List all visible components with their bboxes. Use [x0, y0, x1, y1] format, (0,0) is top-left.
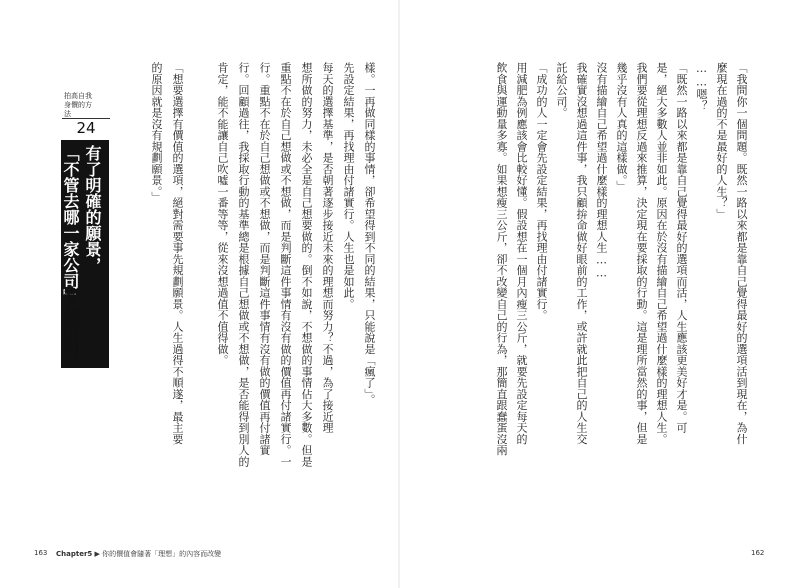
body-column: 想所做的努力，未必全是自己想要做的。倒不如說，不想做的事情佔大多數。但是	[300, 62, 313, 467]
body-column: 我確實沒想過這件事，我只顧拚命做好眼前的工作，或許就此把自己的人生交	[575, 62, 588, 445]
headline-line-3: 都無所謂。	[61, 288, 80, 368]
body-column: 用減肥為例應該會比較好懂。假設想在一個月內瘦三公斤，就要先設定每天的	[515, 62, 528, 445]
body-column: 「成功的人一定會先設定結果，再找理由付諸實行。	[535, 62, 548, 321]
body-column: 行。回顧過往，我採取行動的基準總是根據自己想做或不想做，是否能得到別人的	[237, 62, 250, 467]
body-column: 「想要選擇有價值的選項，絕對需要事先規劃願景。人生過得不順遂，最主要	[171, 62, 184, 445]
body-column: 是，絕大多數人並非如此。原因在於沒有描繪自己希望過什麼樣的理想人生。	[655, 62, 668, 445]
series-number: 24	[62, 118, 110, 137]
body-column: 每天的選擇基準，是否朝著逐步接近未來的理想而努力？不過，為了接近理	[321, 62, 334, 434]
page-number: 163	[34, 549, 48, 557]
right-page	[400, 0, 799, 588]
body-column: 樣。一再做同樣的事情，卻希望得到不同的結果，只能說是「瘋了」。	[363, 62, 376, 406]
body-column: 的原因就是沒有規劃願景。」	[150, 62, 163, 203]
triangle-icon: ▶	[94, 550, 100, 558]
body-column: 「我問你一個問題。既然一路以來都是靠自己覺得最好的選項活到現在，為什	[735, 62, 748, 445]
body-column: 沒有描繪自己希望過什麼樣的理想人生……	[595, 62, 608, 280]
headline-line-2: 「不管去哪一家公司」	[61, 145, 80, 305]
left-page	[0, 0, 399, 588]
body-column: 麼現在過的不是最好的人生？」	[715, 62, 728, 220]
page-number: 162	[751, 549, 765, 557]
chapter-footer	[56, 549, 221, 559]
series-label: 拍高自我身價的方法	[64, 92, 92, 118]
body-column: 行。重點不在於自己想做或不想做，而是判斷這件事情有沒有做的價值再付諸實	[258, 62, 271, 456]
body-column: 「既然一路以來都是靠自己覺得最好的選項而活，人生應該更美好才是。可	[675, 62, 688, 434]
body-column: 幾乎沒有人真的這樣做。」	[615, 62, 628, 192]
body-column: 託給公司。	[555, 62, 568, 119]
body-column: 重點不在於自己想做或不想做，而是判斷這件事情有沒有做的價值再付諸實行。一	[279, 62, 292, 467]
body-column: ……嗯？	[695, 62, 708, 111]
chapter-label: Chapter5	[56, 550, 93, 558]
body-column: 我們要從理想反過來推算，決定現在要採取的行動。這是理所當然的事，但是	[635, 62, 648, 445]
body-column: 先設定結果，再找理由付諸實行。人生也是如此。	[342, 62, 355, 310]
headline-line-1: 有了明確的願景，	[83, 145, 102, 273]
body-column: 肯定，能不能讓自己吹噓一番等等，從來沒想過值不值得做。	[216, 62, 229, 366]
body-column: 飲食與運動量多寡。如果想瘦三公斤，卻不改變自己的行為，那簡直跟蠢蛋沒兩	[495, 62, 508, 456]
chapter-title: 你的價值會隨著「理想」的內容而改變	[102, 550, 222, 558]
